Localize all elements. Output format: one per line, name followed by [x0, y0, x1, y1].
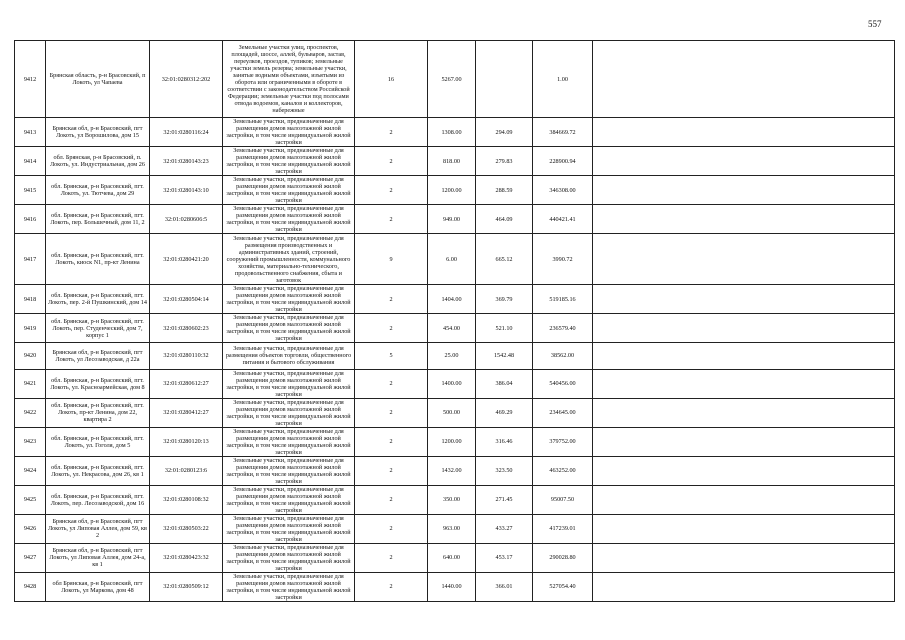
cell-land-use: Земельные участки, предназначенные для размещения домов малоэтажной жилой застройки, в том числе индивидуальной жилой застройки: [223, 314, 355, 343]
cell-empty: [593, 485, 895, 514]
cell-area: 818.00: [428, 147, 476, 176]
cell-number: 9422: [15, 398, 46, 427]
cell-land-use: Земельные участки улиц, проспектов, площадей, шоссе, аллей, бульваров, застав, переулков, проездов, тупиков; земельные участки земель резерва; земельные участки, занятые водными объектами, изъятыми из оборота или ограниченными в обороте в соответствии с законодательством Российской Федерации; земельные участки под полосами отвода водоемов, каналов и коллекторов, набережные: [223, 41, 355, 118]
cell-cadastral-number: 32:01:0280421:20: [150, 234, 223, 285]
cell-empty: [593, 314, 895, 343]
cell-cadastral-value: 38562.00: [533, 343, 593, 370]
cell-cadastral-number: 32:01:0280108:32: [150, 485, 223, 514]
cell-cadastral-value: 3990.72: [533, 234, 593, 285]
cell-group: 2: [355, 205, 428, 234]
cell-unit-value: 1542.48: [476, 343, 533, 370]
cell-empty: [593, 427, 895, 456]
table-row: [15, 118, 895, 147]
cell-number: 9412: [15, 41, 46, 118]
cell-group: 2: [355, 398, 428, 427]
cell-group: 2: [355, 514, 428, 543]
cell-area: 454.00: [428, 314, 476, 343]
cell-number: 9418: [15, 285, 46, 314]
cell-land-use: Земельные участки, предназначенные для размещения объектов торговли, общественного питания и бытового обслуживания: [223, 343, 355, 370]
cell-area: 640.00: [428, 543, 476, 572]
cell-address: обл Брянская, р-н Брасовский, пгт Локоть, ул Маркова, дом 48: [46, 572, 150, 601]
cell-land-use: Земельные участки, предназначенные для размещения домов малоэтажной жилой застройки, в том числе индивидуальной жилой застройки: [223, 205, 355, 234]
cell-address: Брянская обл, р-н Брасовский, пгт Локоть, ул Липовая Аллея, дом 59, кв 2: [46, 514, 150, 543]
cell-unit-value: 279.83: [476, 147, 533, 176]
cell-cadastral-value: 384669.72: [533, 118, 593, 147]
cell-cadastral-number: 32:01:0280116:24: [150, 118, 223, 147]
cell-group: 16: [355, 41, 428, 118]
cell-cadastral-value: 290028.80: [533, 543, 593, 572]
cell-cadastral-number: 32:01:0280606:5: [150, 205, 223, 234]
cell-cadastral-value: 540456.00: [533, 369, 593, 398]
cell-area: 350.00: [428, 485, 476, 514]
cell-unit-value: 294.09: [476, 118, 533, 147]
cell-area: 1440.00: [428, 572, 476, 601]
cell-cadastral-value: 346308.00: [533, 176, 593, 205]
cell-unit-value: 366.01: [476, 572, 533, 601]
table-row: [15, 314, 895, 343]
cell-land-use: Земельные участки, предназначенные для размещения домов малоэтажной жилой застройки, в том числе индивидуальной жилой застройки: [223, 427, 355, 456]
table-row: [15, 147, 895, 176]
table-row: [15, 398, 895, 427]
cell-number: 9414: [15, 147, 46, 176]
cell-area: 1400.00: [428, 369, 476, 398]
cell-number: 9427: [15, 543, 46, 572]
table-row: [15, 343, 895, 370]
cell-land-use: Земельные участки, предназначенные для размещения домов малоэтажной жилой застройки, в том числе индивидуальной жилой застройки: [223, 118, 355, 147]
cell-address: обл. Брянская, р-н Брасовский, пгт. Локоть, пер. Студенческий, дом 7, корпус 1: [46, 314, 150, 343]
cell-unit-value: 323.50: [476, 456, 533, 485]
cell-land-use: Земельные участки, предназначенные для размещения домов малоэтажной жилой застройки, в том числе индивидуальной жилой застройки: [223, 369, 355, 398]
cell-cadastral-value: 236579.40: [533, 314, 593, 343]
cell-empty: [593, 234, 895, 285]
cell-number: 9415: [15, 176, 46, 205]
cell-area: 949.00: [428, 205, 476, 234]
cell-cadastral-number: 32:01:0280602:23: [150, 314, 223, 343]
cell-address: Брянская обл, р-н Брасовский, пгт Локоть, ул Липовая Аллея, дом 24-а, кв 1: [46, 543, 150, 572]
cell-land-use: Земельные участки, предназначенные для размещения домов малоэтажной жилой застройки, в том числе индивидуальной жилой застройки: [223, 543, 355, 572]
table-row: [15, 285, 895, 314]
cell-group: 2: [355, 456, 428, 485]
cell-empty: [593, 343, 895, 370]
cell-number: 9419: [15, 314, 46, 343]
cell-number: 9420: [15, 343, 46, 370]
cell-unit-value: 271.45: [476, 485, 533, 514]
table-row: [15, 456, 895, 485]
cell-group: 2: [355, 485, 428, 514]
cell-empty: [593, 205, 895, 234]
cell-area: 1432.00: [428, 456, 476, 485]
cell-cadastral-number: 32:01:0280423:32: [150, 543, 223, 572]
cell-empty: [593, 118, 895, 147]
cell-cadastral-value: 519185.16: [533, 285, 593, 314]
page-number: 557: [868, 19, 882, 29]
cell-empty: [593, 543, 895, 572]
cell-area: 5267.00: [428, 41, 476, 118]
cell-address: обл. Брянская, р-н Брасовский, пгт. Локоть, пер. 2-й Пушкинский, дом 14: [46, 285, 150, 314]
cell-address: обл. Брянская, р-н Брасовский, пгт. Локоть, ул. Красноармейская, дом 8: [46, 369, 150, 398]
cell-unit-value: 316.46: [476, 427, 533, 456]
cell-number: 9424: [15, 456, 46, 485]
cell-unit-value: 469.29: [476, 398, 533, 427]
cell-number: 9428: [15, 572, 46, 601]
cell-group: 2: [355, 369, 428, 398]
cell-address: обл. Брянская, р-н Брасовский, п. Локоть, ул. Индустриальная, дом 26: [46, 147, 150, 176]
cell-unit-value: 521.10: [476, 314, 533, 343]
registry-table-body: [15, 41, 895, 602]
cell-group: 2: [355, 543, 428, 572]
cell-cadastral-value: 463252.00: [533, 456, 593, 485]
cell-address: обл. Брянская, р-н Брасовский, пгт. Локоть, ул. Тютчева, дом 29: [46, 176, 150, 205]
cell-cadastral-number: 32:01:0280143:10: [150, 176, 223, 205]
cell-unit-value: 433.27: [476, 514, 533, 543]
cell-address: Брянская область, р-н Брасовский, п Локоть, ул Чапаева: [46, 41, 150, 118]
cell-land-use: Земельные участки, предназначенные для размещения домов малоэтажной жилой застройки, в том числе индивидуальной жилой застройки: [223, 176, 355, 205]
cell-cadastral-number: 32:01:0280504:14: [150, 285, 223, 314]
cell-empty: [593, 514, 895, 543]
cell-group: 2: [355, 285, 428, 314]
cell-cadastral-value: 95007.50: [533, 485, 593, 514]
cell-empty: [593, 41, 895, 118]
cell-area: 1200.00: [428, 427, 476, 456]
cell-cadastral-number: 32:01:0280123:6: [150, 456, 223, 485]
cell-address: обл. Брянская, р-н Брасовский, пгт. Локоть, пер. Лесозаводской, дом 16: [46, 485, 150, 514]
cell-group: 2: [355, 427, 428, 456]
cell-empty: [593, 147, 895, 176]
cell-group: 2: [355, 118, 428, 147]
cell-number: 9417: [15, 234, 46, 285]
cell-area: 1308.00: [428, 118, 476, 147]
cell-land-use: Земельные участки, предназначенные для размещения домов малоэтажной жилой застройки, в том числе индивидуальной жилой застройки: [223, 456, 355, 485]
cell-cadastral-number: 32:01:0280503:22: [150, 514, 223, 543]
cell-land-use: Земельные участки, предназначенные для размещения домов малоэтажной жилой застройки, в том числе индивидуальной жилой застройки: [223, 572, 355, 601]
cell-number: 9421: [15, 369, 46, 398]
table-row: [15, 427, 895, 456]
table-row: [15, 205, 895, 234]
cell-land-use: Земельные участки, предназначенные для размещения домов малоэтажной жилой застройки, в том числе индивидуальной жилой застройки: [223, 485, 355, 514]
cell-number: 9416: [15, 205, 46, 234]
cell-cadastral-value: 228900.94: [533, 147, 593, 176]
cell-address: обл. Брянская, р-н Брасовский, пгт. Локоть, ул. Некрасова, дом 26, кв 1: [46, 456, 150, 485]
cell-land-use: Земельные участки, предназначенные для размещения домов малоэтажной жилой застройки, в том числе индивидуальной жилой застройки: [223, 285, 355, 314]
cell-group: 2: [355, 176, 428, 205]
cell-unit-value: 369.79: [476, 285, 533, 314]
cell-group: 2: [355, 314, 428, 343]
cell-group: 2: [355, 147, 428, 176]
cell-cadastral-value: 527054.40: [533, 572, 593, 601]
cell-cadastral-value: 417239.01: [533, 514, 593, 543]
cell-empty: [593, 285, 895, 314]
cell-cadastral-value: 234645.00: [533, 398, 593, 427]
cell-area: 6.00: [428, 234, 476, 285]
cell-number: 9425: [15, 485, 46, 514]
cell-unit-value: 464.09: [476, 205, 533, 234]
cell-land-use: Земельные участки, предназначенные для размещения домов малоэтажной жилой застройки, в том числе индивидуальной жилой застройки: [223, 398, 355, 427]
cell-cadastral-value: 1.00: [533, 41, 593, 118]
cell-address: обл. Брянская, р-н Брасовский, пгт. Локоть, ул. Гоголя, дом 5: [46, 427, 150, 456]
cell-group: 2: [355, 572, 428, 601]
cell-number: 9426: [15, 514, 46, 543]
cell-land-use: Земельные участки, предназначенные для размещения домов малоэтажной жилой застройки, в том числе индивидуальной жилой застройки: [223, 514, 355, 543]
cell-cadastral-number: 32:01:0280110:32: [150, 343, 223, 370]
table-row: [15, 572, 895, 601]
cell-area: 1404.00: [428, 285, 476, 314]
cell-unit-value: 453.17: [476, 543, 533, 572]
registry-table: [14, 40, 895, 602]
table-row: [15, 234, 895, 285]
table-row: [15, 41, 895, 118]
cell-empty: [593, 369, 895, 398]
cell-area: 25.00: [428, 343, 476, 370]
cell-address: обл. Брянская, р-н Брасовский, пгт. Локоть, киоск N1, пр-кт Ленина: [46, 234, 150, 285]
table-row: [15, 485, 895, 514]
cell-cadastral-number: 32:01:0280509:12: [150, 572, 223, 601]
cell-empty: [593, 398, 895, 427]
cell-address: Брянская обл, р-н Брасовский, пгт Локоть, ул Ворошилова, дом 15: [46, 118, 150, 147]
cell-cadastral-number: 32:01:0280143:23: [150, 147, 223, 176]
cell-cadastral-number: 32:01:0280412:27: [150, 398, 223, 427]
cell-cadastral-value: 440421.41: [533, 205, 593, 234]
cell-area: 1200.00: [428, 176, 476, 205]
cell-cadastral-number: 32:01:0280312:202: [150, 41, 223, 118]
cell-land-use: Земельные участки, предназначенные для размещения производственных и административных зданий, строений, сооружений промышленности, коммунального хозяйства, материально-технического, продовольственного снабжения, сбыта и заготовок: [223, 234, 355, 285]
cell-address: Брянская обл, р-н Брасовский, пгт Локоть, ул Лесозаводская, д 22а: [46, 343, 150, 370]
cell-area: 500.00: [428, 398, 476, 427]
cell-area: 963.00: [428, 514, 476, 543]
cell-cadastral-value: 379752.00: [533, 427, 593, 456]
cell-empty: [593, 456, 895, 485]
cell-unit-value: 288.59: [476, 176, 533, 205]
cell-unit-value: 665.12: [476, 234, 533, 285]
cell-number: 9423: [15, 427, 46, 456]
table-row: [15, 543, 895, 572]
cell-group: 5: [355, 343, 428, 370]
cell-land-use: Земельные участки, предназначенные для размещения домов малоэтажной жилой застройки, в том числе индивидуальной жилой застройки: [223, 147, 355, 176]
cell-unit-value: [476, 41, 533, 118]
cell-group: 9: [355, 234, 428, 285]
cell-address: обл. Брянская, р-н Брасовский, пгт. Локоть, пер. Большечный, дом 11, 2: [46, 205, 150, 234]
cell-cadastral-number: 32:01:0280120:13: [150, 427, 223, 456]
cell-unit-value: 386.04: [476, 369, 533, 398]
cell-empty: [593, 176, 895, 205]
cell-cadastral-number: 32:01:0280612:27: [150, 369, 223, 398]
table-row: [15, 514, 895, 543]
cell-empty: [593, 572, 895, 601]
cell-number: 9413: [15, 118, 46, 147]
table-row: [15, 176, 895, 205]
table-row: [15, 369, 895, 398]
cell-address: обл. Брянская, р-н Брасовский, пгт. Локоть, пр-кт Ленина, дом 22, квартира 2: [46, 398, 150, 427]
